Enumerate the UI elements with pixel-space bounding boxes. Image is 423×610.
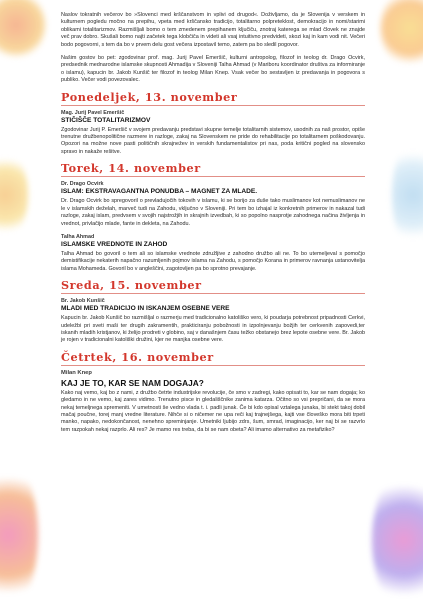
talk-description: Kako naj vemo, kaj bo z nami, z družbo četrte industrijske revolucije, če smo v zadregi, kako opisati to, kar se nam dogaja; ko gledamo in ne vemo, kaj zares vidimo. Trenutno pisce in gledališčnike zanima katarza. Očitno so vsi prepričani, da se mora nekaj temeljnega spremeniti. V umetnosti še vedno vlada t. i. padli junak. Če bi kdo opisal vztalega junaka, bi stekt takoj dobil mačaj poučne, torej manj vredne literature. Nihče si o ničemer ne upa reči kaj trajnejšega, kajti vse človeško mora biti trpeti manko, napako, nedokončanost, nenehno spreminjanje. Umetniki ljubijo zdrs, šum, smrad, imaginacijo, ker naj bi se razvrlo tem razpokah nekaj razprlo. Ali res? Je mamo res treba, da bi se nam obeta? Ali imamo alternativo za metafiziko? bbox=[61, 389, 365, 433]
day-heading-thursday: Četrtek, 16. november bbox=[61, 349, 214, 364]
day-heading-tuesday: Torek, 14. november bbox=[61, 161, 201, 176]
speaker-name: Mag. Jurij Pavel Emeršič bbox=[61, 109, 125, 116]
talk-description: Dr. Drago Ocvirk bo spregovoril o prevladujočih tokovih v islamu, ki se borijo za duše tako muslimanov kot nemuslimanov ne le v islamskih deželah, marveč tudi na Zahodu, vključno v Sloveniji. Pri tem bo izhajal iz konkretnih primerov in nakazal tudi razloge, zakaj islam, predvsem v svojih najstrožjih in skrajnih izvedbah, ki so popolno nasprotje zahodnega načina življenja in vrednot, privlačijo mlade, fante in dekleta, na Zahodu. bbox=[61, 198, 365, 227]
talk-title: STIČIŠČE TOTALITARIZMOV bbox=[61, 116, 151, 124]
talk-title: KAJ JE TO, KAR SE NAM DOGAJA? bbox=[61, 377, 204, 388]
day-divider bbox=[61, 105, 365, 106]
watercolor-splash-right bbox=[392, 140, 423, 250]
watercolor-splash-left bbox=[0, 150, 28, 240]
speaker-name: Milan Knep bbox=[61, 369, 92, 376]
speaker-name: Br. Jakob Kunšič bbox=[61, 298, 105, 305]
day-divider bbox=[61, 365, 365, 366]
watercolor-splash-bottom-right bbox=[372, 470, 423, 610]
day-divider bbox=[61, 176, 365, 177]
intro-paragraph-2: Našim gostov bo pet: zgodovinar prof. mag. Jurij Pavel Emeršič, kulturni antropolog, filozof in teolog dr. Drago Ocvirk, predsednik mednarodne islamske skupnosti Ahmadija v Sloveniji Talha Ahmad (v Mariboru koordinator društva za informiranje o islamu), kapucin br. Jakob Kunšič ter filozof in teolog Milan Knep. Vsak večer bo sestavljen iz predavanja in pogovora s publiko. Večer vodi povezovalec. bbox=[61, 55, 365, 84]
talk-title: MLADI MED TRADICIJO IN ISKANJEM OSEBNE VERE bbox=[61, 305, 230, 313]
speaker-name: Dr. Drago Ocvirk bbox=[61, 181, 104, 188]
document-page bbox=[61, 12, 365, 434]
intro-paragraph-1: Naslov tokratnih večerov bo »Slovenci med krščanstvom in vplivi od drugod«. Doživljamo, da je Slovenija v verskem in kulturnem pogledu močno na prepihu, vpeta med krščansko tradicijo, totalitarno polpreteklost, demokracijo in nomi/starimi oblikami totalitarizmov. Razmišljali bomo o tem zmedenem prepihanem ključiču, znotraj katerega se mlad človek ne znajde več prav dobro. Skušali bomo najti začetek tega klobčiča in videti ali vsaj intuitivno predvideti, skozi kaj in kam vodi nit. Večeri bodo pogovorni, s tem da bo v prvem delu gost večera izpostavil temo, zatem pa bo sledil pogovor. bbox=[61, 12, 365, 48]
talk-description: Zgodovinar Jurij P. Emeršič v svojem predavanju predstavi skupne temelje totalitarnih sistemov, usodnih za naš prostor, opiše trenutne družbenopolitične razmere in razloge, zakaj na Slovenskem ne pride do rehabilitacije po totalitarnem poškodovanju. Opozori na možne nove pasti političnih skrajnežev in verskih fundamentalistov pri nas, poda kritični pogled na slovensko spravo in nakaže rešitve. bbox=[61, 126, 365, 155]
talk-title: ISLAMSKE VREDNOTE IN ZAHOD bbox=[61, 240, 168, 248]
talk-title: ISLAM: EKSTRAVAGANTNA PONUDBA – MAGNET ZA MLADE. bbox=[61, 188, 258, 196]
speaker-name: Talha Ahmad bbox=[61, 233, 95, 240]
day-heading-wednesday: Sreda, 15. november bbox=[61, 278, 202, 293]
talk-description: Kapucin br. Jakob Kunšič bo razmišljal o razmerju med tradicionalno katoliško vero, ki poudarja potrebnost pripadnosti Cerkvi, udeležbi pri sveti maši ter drugih zakramentih, prakticiranju pobožnosti in izpolnjevanju božjih ter cerkvenih zapovedi,ter iskanih mladih kristjanov, ki želijo prodreti v globino, saj v današnjem času težko obstanejo brez lepote osebne vere. Br. Jakob je rojen v tradicionalni katoliški družini, kjer ne manjka osebne vere. bbox=[61, 315, 365, 344]
day-divider bbox=[61, 293, 365, 294]
watercolor-splash-bottom-left bbox=[0, 460, 38, 610]
watercolor-splash-top-right bbox=[380, 0, 423, 68]
watercolor-splash-top-left bbox=[0, 0, 46, 60]
day-heading-monday: Ponedeljek, 13. november bbox=[61, 89, 238, 104]
talk-description: Talha Ahmad bo govoril o tem ali so islamske vrednote združljive z zahodno družbo ali ne. To bo utemeljeval s pomočjo demistifikacije nekaterih napačno razumljenih pojmov islama na Zahodu, s pomočjo Korana in primerov ravnanja ustanovitelja islama Mohameda. Govoril bo v angleščini, zagotovljen pa bo sprotno prevajanje. bbox=[61, 250, 365, 272]
